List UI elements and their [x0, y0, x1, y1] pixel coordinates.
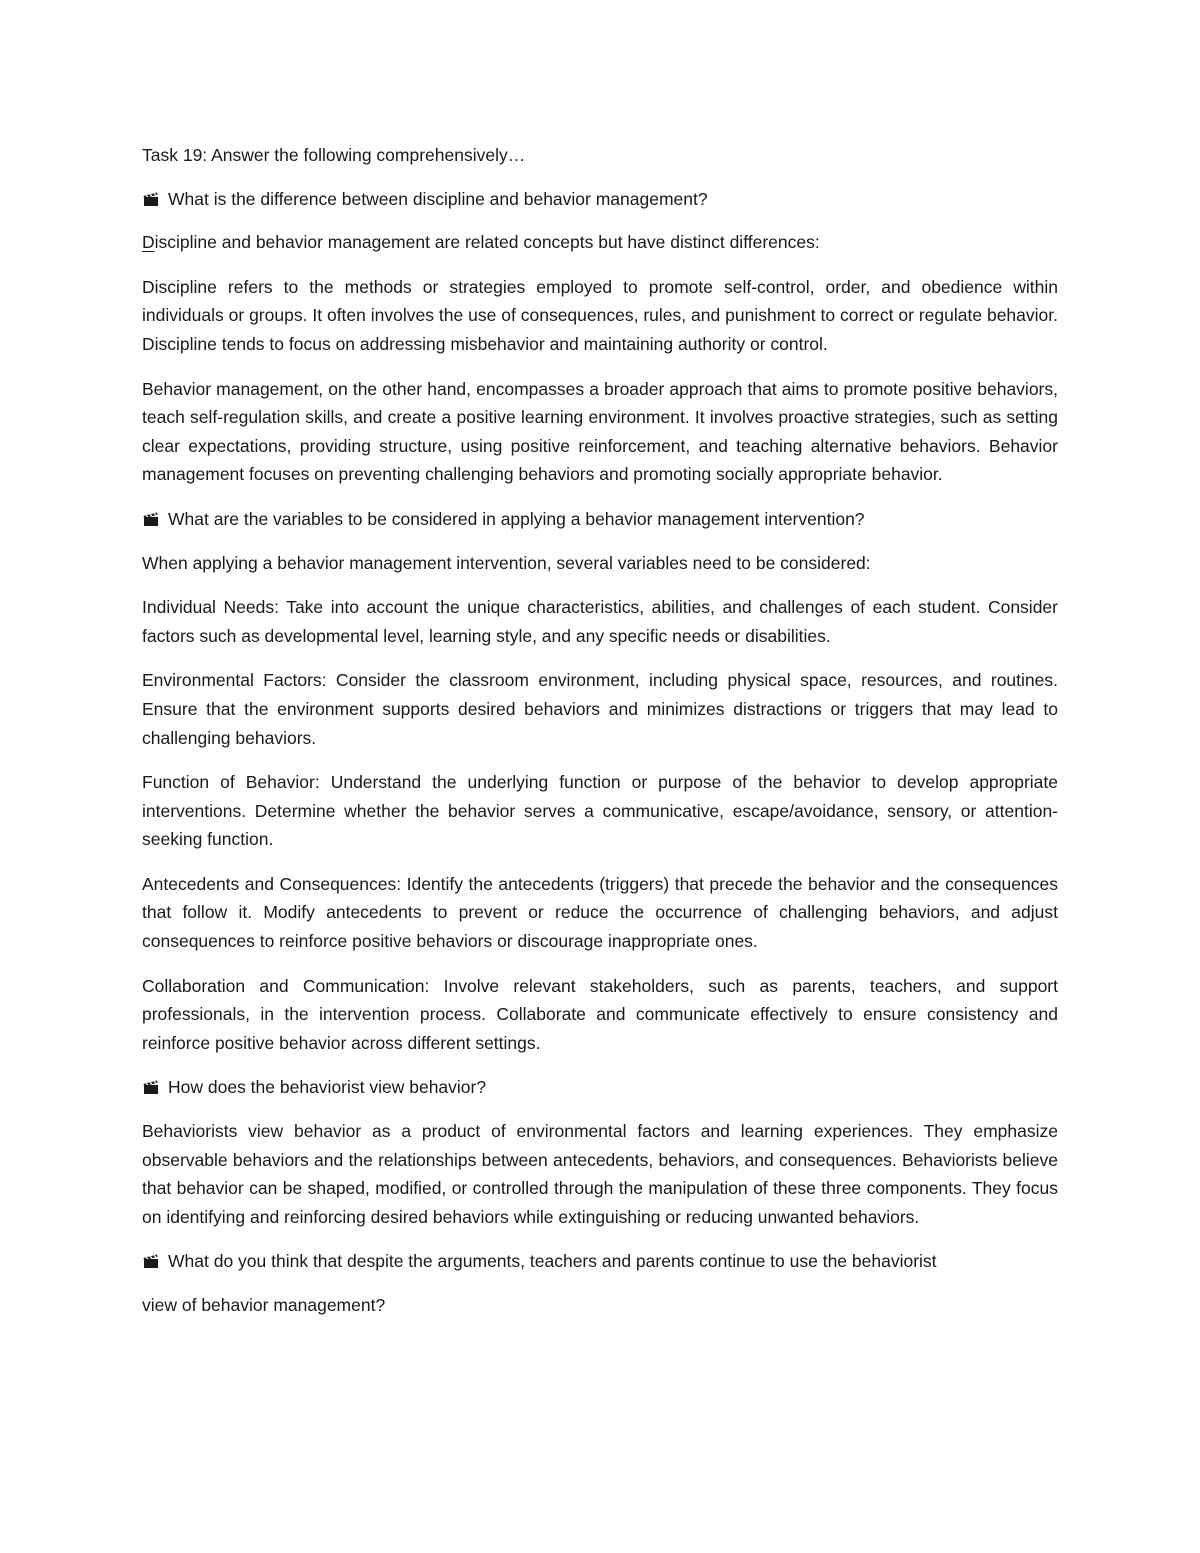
answer-1-intro-first-letter: D — [142, 232, 155, 253]
variable-individual-needs: Individual Needs: Take into account the unique characteristics, abilities, and challenges of each student. Consider factors such as developmental level, learning style, and any specific needs or disabilities. — [142, 597, 1058, 646]
question-4 — [142, 1247, 1058, 1276]
answer-2-intro: When applying a behavior management intervention, several variables need to be considered: — [142, 552, 871, 573]
document-page — [142, 141, 1058, 1320]
answer-1-intro — [142, 228, 1058, 257]
clapper-board-icon — [142, 511, 160, 527]
question-3 — [142, 1073, 1058, 1102]
variable-antecedents-consequences: Antecedents and Consequences: Identify the antecedents (triggers) that precede the behavior and the consequences that follow it. Modify antecedents to prevent or reduce the occurrence of challenging behaviors, and adjust consequences to reinforce positive behaviors or discourage inappropriate ones. — [142, 873, 1058, 952]
answer-1-intro-rest: iscipline and behavior management are related concepts but have distinct differences: — [154, 232, 820, 253]
question-1 — [142, 185, 1058, 214]
clapper-board-icon — [142, 191, 160, 207]
question-2 — [142, 505, 1058, 534]
question-2-text: What are the variables to be considered in applying a behavior management intervention? — [168, 508, 865, 529]
variable-environmental-factors: Environmental Factors: Consider the classroom environment, including physical space, resources, and routines. Ensure that the environment supports desired behaviors and minimizes distractions or triggers that may lead to challenging behaviors. — [142, 670, 1058, 748]
answer-1-paragraph-2: Behavior management, on the other hand, encompasses a broader approach that aims to promote positive behaviors, teach self-regulation skills, and create a positive learning environment. It involves proactive strategies, such as setting clear expectations, providing structure, using positive reinforcement, and teaching alternative behaviors. Behavior management focuses on preventing challenging behaviors and promoting socially appropriate behavior. — [142, 378, 1058, 485]
task-title: Task 19: Answer the following comprehensively… — [142, 145, 526, 165]
question-4-text-line-1: What do you think that despite the arguments, teachers and parents continue to use the behaviorist — [168, 1251, 937, 1272]
answer-3-paragraph: Behaviorists view behavior as a product of environmental factors and learning experiences. They emphasize observable behaviors and the relationships between antecedents, behaviors, and consequences. Behaviorists believe that behavior can be shaped, modified, or controlled through the manipulation of these three components. They focus on identifying and reinforcing desired behaviors while extinguishing or reducing unwanted behaviors. — [142, 1121, 1058, 1227]
answer-1-paragraph-1: Discipline refers to the methods or strategies employed to promote self-control, order, and obedience within individuals or groups. It often involves the use of consequences, rules, and punishment to correct or regulate behavior. Discipline tends to focus on addressing misbehavior and maintaining authority or control. — [142, 276, 1058, 354]
question-1-text: What is the difference between discipline and behavior management? — [168, 188, 708, 209]
question-3-text: How does the behaviorist view behavior? — [168, 1077, 487, 1098]
clapper-board-icon — [142, 1079, 160, 1095]
clapper-board-icon — [142, 1253, 160, 1269]
variable-function-of-behavior: Function of Behavior: Understand the underlying function or purpose of the behavior to develop appropriate interventions. Determine whether the behavior serves a communicative, escape/avoidance, sensory, or attention-seeking function. — [142, 772, 1058, 850]
variable-collaboration-communication: Collaboration and Communication: Involve relevant stakeholders, such as parents, teachers, and support professionals, in the intervention process. Collaborate and communicate effectively to ensure consistency and reinforce positive behavior across different settings. — [142, 975, 1058, 1053]
question-4-text-line-2: view of behavior management? — [142, 1295, 386, 1315]
